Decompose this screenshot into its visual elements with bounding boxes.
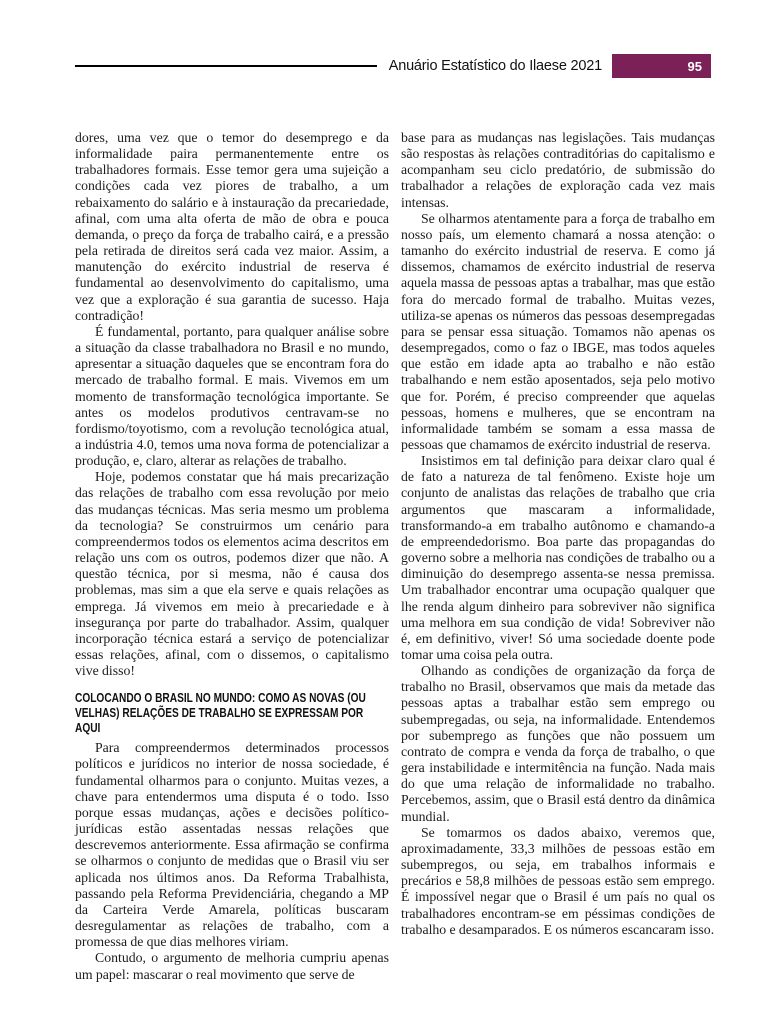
page-number: 95 (687, 58, 702, 74)
paragraph: É fundamental, portanto, para qualquer análise sobre a situação da classe trabalhadora no Brasil e no mundo, apresentar a situação daqueles que se encontram fora do mercado de trabalho formal. E mais. Vivemos em um momento de transformação tecnológica importante. Se antes os modelos produtivos centravam-se no fordismo/toyotismo, com a revolução tecnológica atual, a indústria 4.0, temos uma nova forma de potencializar a produção, e, claro, alterar as relações de trabalho. (75, 323, 389, 469)
page-number-badge (612, 54, 711, 78)
paragraph: Para compreendermos determinados processos políticos e jurídicos no interior de nossa sociedade, é fundamental olharmos para o conjunto. Muitas vezes, a chave para entendermos uma disputa é o todo. Isso porque essas mudanças, ações e decisões político-jurídicas estão assentadas nessas relações que descrevemos anteriormente. Essa afirmação se confirma se olharmos o conjunto de medidas que o Brasil viu ser aplicada nos últimos anos. Da Reforma Trabalhista, passando pela Reforma Previdenciária, chegando a MP da Carteira Verde Amarela, políticas buscaram desregulamentar as relações de trabalho, com a promessa de que dias melhores viriam. (75, 740, 389, 950)
paragraph: Insistimos em tal definição para deixar claro qual é de fato a natureza de tal fenômeno. Existe hoje um conjunto de analistas das relações de trabalho que cria argumentos que mascaram a informalidade, transformando-a em trabalho autônomo e chamando-a de empreendedorismo. Boa parte das propagandas do governo sobre a melhoria nas condições de trabalho ou a diminuição do desemprego assenta-se nessa premissa. Um trabalhador encontrar uma ocupação qualquer que lhe renda algum dinheiro para sobreviver não significa uma melhora em sua condição de vida! Sobreviver não é, em definitivo, viver! Só uma sociedade doente pode tomar uma coisa pela outra. (401, 453, 715, 662)
paragraph: Hoje, podemos constatar que há mais precarização das relações de trabalho com essa revolução por meio das mudanças técnicas. Mas seria mesmo um problema da tecnologia? Se construirmos um cenário para compreendermos todos os elementos acima descritos em relação uns com os outros, podemos dizer que não. A questão técnica, por si mesma, não é causa dos problemas, mas sim a que ela serve e quais relações as emprega. Já vivemos em meio à precariedade e à insegurança por parte do trabalhador. Assim, qualquer incorporação técnica estará a serviço de potencializar essas relações, afinal, com o dissemos, o capitalismo vive disso! (75, 469, 389, 679)
header-title: Anuário Estatístico do Ilaese 2021 (388, 58, 602, 74)
paragraph: base para as mudanças nas legislações. Tais mudanças são respostas às relações contraditórias do capitalismo e acompanham seu ciclo predatório, de submissão do trabalhador a relações de exploração cada vez mais intensas. (401, 130, 715, 210)
right-column (401, 130, 715, 983)
paragraph: Se olharmos atentamente para a força de trabalho em nosso país, um elemento chamará a nossa atenção: o tamanho do exército industrial de reserva. E como já dissemos, chamamos de exército industrial de reserva aquela massa de pessoas aptas a trabalhar, mas que estão fora do mercado formal de trabalho. Muitas vezes, utiliza-se apenas os números das pessoas desempregadas para se pensar essa situação. Tomamos não apenas os desempregados, como o faz o IBGE, mas todos aqueles que estão em idade apta ao trabalho e não estão trabalhando e nem estão aposentados, seja pelo motivo que for. Porém, é preciso compreender que aquelas pessoas, homens e mulheres, que se encontram na informalidade também se somam a essa massa de pessoas que chamamos de exército industrial de reserva. (401, 210, 715, 452)
page-header (75, 54, 711, 78)
paragraph: dores, uma vez que o temor do desemprego e da informalidade paira permanentemente entre os trabalhadores formais. Esse temor gera uma sujeição a condições cada vez piores de trabalho, a um rebaixamento do salário e à instauração da precariedade, afinal, com uma alta oferta de mão de obra e pouca demanda, o preço da força de trabalho cairá, e a pressão pela retirada de direitos será cada vez maior. Assim, a manutenção do exército industrial de reserva é fundamental ao desenvolvimento do capitalismo, uma vez que a exploração é sua garantia de sucesso. Haja contradição! (75, 130, 389, 323)
paragraph: Se tomarmos os dados abaixo, veremos que, aproximadamente, 33,3 milhões de pessoas estão em subempregos, ou seja, em trabalhos informais e precários e 58,8 milhões de pessoas estão sem emprego. É impossível negar que o Brasil é um país no qual os trabalhadores encontram-se em péssimas condições de trabalho e desamparados. E os números escancaram isso. (401, 824, 715, 937)
paragraph: Olhando as condições de organização da força de trabalho no Brasil, observamos que mais da metade das pessoas aptas a trabalhar estão sem emprego ou subempregadas, ou seja, na informalidade. Entendemos por subemprego as funções que não possuem um contrato de compra e venda da força de trabalho, o que gera instabilidade e intermitência na função. Nada mais do que uma relação de informalidade no trabalho. Percebemos, assim, que o Brasil está dentro da dinâmica mundial. (401, 663, 715, 824)
columns-container (75, 130, 715, 983)
header-rule (75, 65, 377, 67)
section-heading: COLOCANDO O BRASIL NO MUNDO: COMO AS NOVAS (OU VELHAS) RELAÇÕES DE TRABALHO SE EXPRESSAM POR AQUI (75, 690, 366, 736)
paragraph: Contudo, o argumento de melhoria cumpriu apenas um papel: mascarar o real movimento que serve de (75, 950, 389, 982)
left-column (75, 130, 389, 983)
